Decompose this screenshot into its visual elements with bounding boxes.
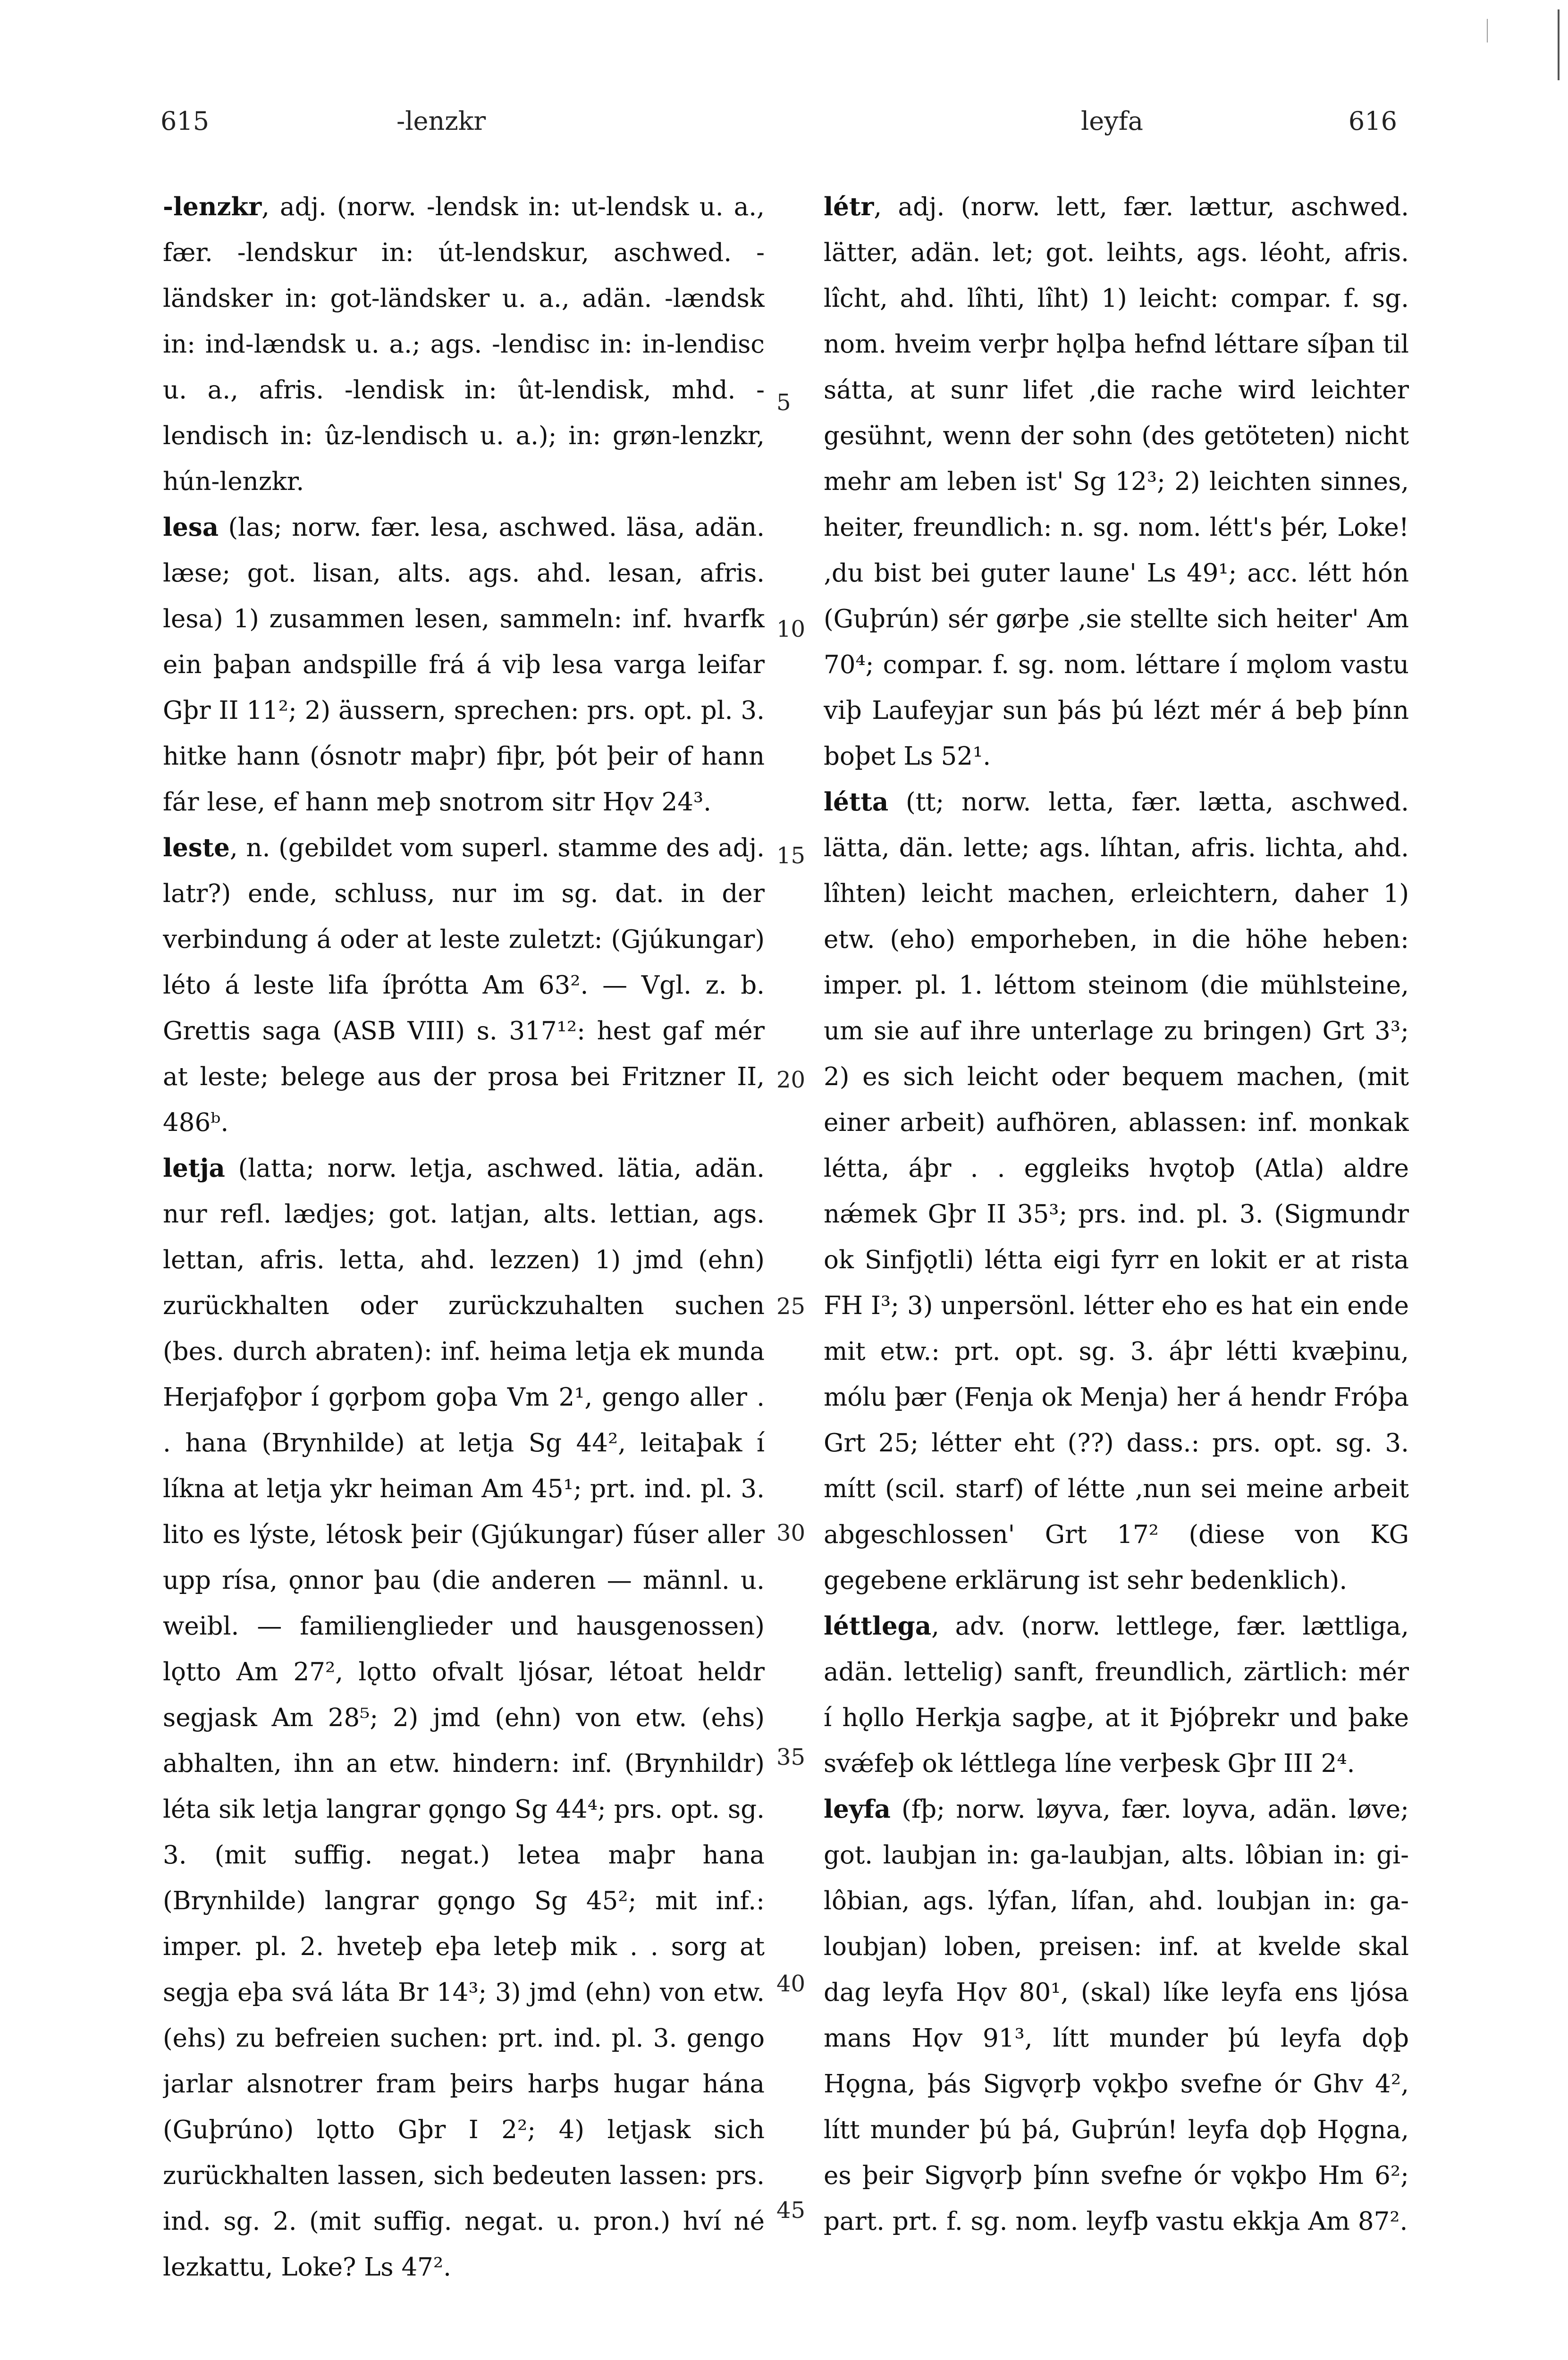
left-running-head: -lenzkr — [396, 106, 486, 136]
entry-body: (latta; norw. letja, aschwed. lätia, adän. nur refl. lædjes; got. latjan, alts. lettian, ags. lettan, afris. letta, ahd. lezzen) 1) jmd (ehn) zurückhalten oder zurückzuhalten suchen (bes. durch abraten): inf. heima letja ek munda Herjafǫþor í gǫrþom goþa Vm 2¹, gengo aller . . hana (Brynhilde) at letja Sg 44², leitaþak í líkna at letja ykr heiman Am 45¹; prt. ind. pl. 3. lito es lýste, létosk þeir (Gjúkungar) fúser aller upp rísa, ǫnnor þau (die anderen — männl. u. weibl. — familienglieder und hausgenossen) lǫtto Am 27², lǫtto ofvalt ljósar, létoat heldr segjask Am 28⁵; 2) jmd (ehn) von etw. (ehs) abhalten, ihn an etw. hindern: inf. (Brynhildr) léta sik letja langrar gǫngo Sg 44⁴; prs. opt. sg. 3. (mit suffig. negat.) letea maþr hana (Brynhilde) langrar gǫngo Sg 45²; mit inf.: imper. pl. 2. hveteþ eþa leteþ mik . . sorg at segja eþa svá láta Br 14³; 3) jmd (ehn) von etw. (ehs) zu befreien suchen: prt. ind. pl. 3. gengo jarlar alsnotrer fram þeirs harþs hugar hána (Guþrúno) lǫtto Gþr I 2²; 4) letjask sich zurückhalten lassen, sich bedeuten lassen: prs. ind. sg. 2. (mit suffig. negat. u. pron.) hví né lezkattu, Loke? Ls 47². — [163, 1154, 765, 2282]
line-number: 20 — [776, 1067, 806, 1093]
entry-headword: leyfa — [824, 1795, 891, 1824]
entry-body: , adj. (norw. lett, fær. lættur, aschwed. lätter, adän. let; got. leihts, ags. léoht, afris. lîcht, ahd. lîhti, lîht) 1) leicht: compar. f. sg. nom. hveim verþr hǫlþa hefnd léttare síþan til sátta, at sunr lifet ‚die rache wird leichter gesühnt, wenn der sohn (des getöteten) nicht mehr am leben ist' Sg 12³; 2) leichten sinnes, heiter, freundlich: n. sg. nom. létt's þér, Loke! ‚du bist bei guter laune' Ls 49¹; acc. létt hón (Guþrún) sér gørþe ‚sie stellte sich heiter' Am 70⁴; compar. f. sg. nom. léttare í mǫlom vastu viþ Laufeyjar sun þás þú lézt mér á beþ þínn boþet Ls 52¹. — [824, 193, 1409, 771]
entry-body: (fþ; norw. løyva, fær. loyva, adän. løve; got. laubjan in: ga-laubjan, alts. lôbian in: gi-lôbian, ags. lýfan, lífan, ahd. loubjan in: ga-loubjan) loben, preisen: inf. at kvelde skal dag leyfa Hǫv 80¹, (skal) líke leyfa ens ljósa mans Hǫv 91³, lítt munder þú leyfa dǫþ Hǫgna, þás Sigvǫrþ vǫkþo svefne ór Ghv 4², lítt munder þú þá, Guþrún! leyfa dǫþ Hǫgna, es þeir Sigvǫrþ þínn svefne ór vǫkþo Hm 6²; part. prt. f. sg. nom. leyfþ vastu ekkja Am 87². — [824, 1795, 1409, 2236]
line-number: 25 — [776, 1293, 806, 1320]
entry-body: (tt; norw. letta, fær. lætta, aschwed. lätta, dän. lette; ags. líhtan, afris. lichta, ahd. lîhten) leicht machen, erleichtern, daher 1) etw. (eho) emporheben, in die höhe heben: imper. pl. 1. léttom steinom (die mühlsteine, um sie auf ihre unterlage zu bringen) Grt 3³; 2) es sich leicht oder bequem machen, (mit einer arbeit) aufhören, ablassen: inf. monkak létta, áþr . . eggleiks hvǫtoþ (Atla) aldre nǽmek Gþr II 35³; prs. ind. pl. 3. (Sigmundr ok Sinfjǫtli) létta eigi fyrr en lokit er at rista FH I³; 3) unpersönl. létter eho es hat ein ende mit etw.: prt. opt. sg. 3. áþr létti kvæþinu, mólu þær (Fenja ok Menja) her á hendr Fróþa Grt 25; létter eht (??) dass.: prs. opt. sg. 3. mítt (scil. starf) of létte ‚nun sei meine arbeit abgeschlossen' Grt 17² (diese von KG gegebene erklärung ist sehr bedenklich). — [824, 788, 1409, 1595]
scan-edge-mark — [1487, 19, 1488, 42]
dictionary-entry — [163, 825, 765, 1146]
left-page-number: 615 — [160, 106, 210, 136]
dictionary-entry — [824, 1603, 1409, 1787]
page-header — [160, 106, 1397, 144]
entry-headword: letja — [163, 1154, 225, 1183]
right-page-number: 616 — [1348, 106, 1397, 136]
entry-headword: leste — [163, 833, 230, 862]
entry-body: , adv. (norw. lettlege, fær. lættliga, adän. lettelig) sanft, freundlich, zärtlich: mér í hǫllo Herkja sagþe, at it Þjóþrekr und þake svǽfeþ ok léttlega líne verþesk Gþr III 2⁴. — [824, 1612, 1409, 1778]
entry-headword: létr — [824, 192, 874, 221]
dictionary-entry — [163, 184, 765, 505]
entry-headword: létta — [824, 787, 889, 817]
line-number-margin — [776, 184, 814, 2299]
entry-headword: -lenzkr — [163, 192, 262, 221]
line-number: 5 — [776, 389, 791, 416]
line-number: 30 — [776, 1520, 806, 1546]
entry-body: (las; norw. fær. lesa, aschwed. läsa, adän. læse; got. lisan, alts. ags. ahd. lesan, afris. lesa) 1) zusammen lesen, sammeln: inf. hvarfk ein þaþan andspille frá á viþ lesa varga leifar Gþr II 11²; 2) äussern, sprechen: prs. opt. pl. 3. hitke hann (ósnotr maþr) fiþr, þót þeir of hann fár lese, ef hann meþ snotrom sitr Hǫv 24³. — [163, 513, 765, 817]
dictionary-entry — [824, 779, 1409, 1603]
right-column — [824, 184, 1409, 2299]
dictionary-entry — [824, 184, 1409, 779]
entry-headword: léttlega — [824, 1611, 932, 1641]
entry-body: , adj. (norw. -lendsk in: ut-lendsk u. a., fær. -lendskur in: út-lendskur, aschwed. -ländsker in: got-ländsker u. a., adän. -lændsk in: ind-lændsk u. a.; ags. -lendisc in: in-lendisc u. a., afris. -lendisk in: ût-lendisk, mhd. -lendisch in: ûz-lendisch u. a.); in: grøn-lenzkr, hún-lenzkr. — [163, 193, 765, 496]
dictionary-entry — [163, 505, 765, 825]
dictionary-entry — [824, 1787, 1409, 2244]
line-number: 10 — [776, 616, 806, 642]
line-number: 45 — [776, 2197, 806, 2224]
scan-edge-mark — [1558, 9, 1560, 80]
right-running-head: leyfa — [1081, 106, 1143, 136]
entry-body: , n. (gebildet vom superl. stamme des adj. latr?) ende, schluss, nur im sg. dat. in der verbindung á oder at leste zuletzt: (Gjúkungar) léto á leste lifa íþrótta Am 63². — Vgl. z. b. Grettis saga (ASB VIII) s. 317¹²: hest gaf mér at leste; belege aus der prosa bei Fritzner II, 486ᵇ. — [163, 834, 765, 1137]
line-number: 40 — [776, 1971, 806, 1997]
line-number: 35 — [776, 1744, 806, 1770]
entry-headword: lesa — [163, 513, 219, 542]
line-number: 15 — [776, 843, 806, 869]
dictionary-entry — [163, 1146, 765, 2290]
left-column — [163, 184, 765, 2299]
